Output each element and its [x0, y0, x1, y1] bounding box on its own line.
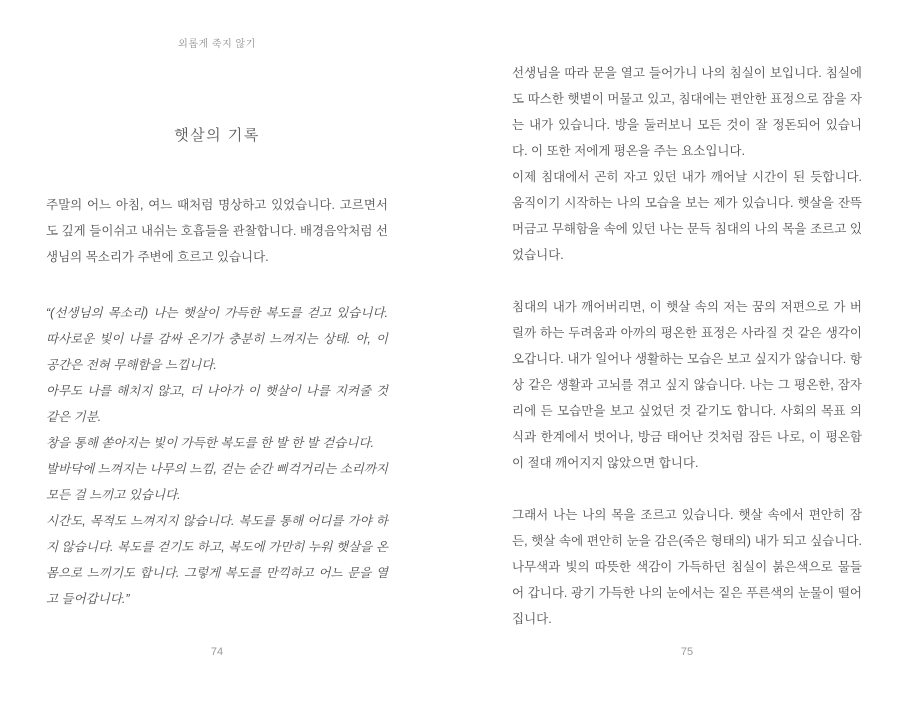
meditation-quote-block: [46, 300, 388, 612]
left-page: [46, 0, 388, 704]
body-paragraph: 그래서 나는 나의 목을 조르고 있습니다. 햇살 속에서 편안히 잠든, 햇살 속에 편안히 눈을 감은(죽은 형태의) 내가 되고 싶습니다. 나무색과 빛의 따뜻한 색감이 가득하던 침실이 붉은색으로 물들어 갑니다. 광기 가득한 나의 눈에서는 짙은 푸른색의 눈물이 떨어집니다.: [512, 508, 862, 626]
intro-paragraph: 주말의 어느 아침, 여느 때처럼 명상하고 있었습니다. 고르면서도 깊게 들이쉬고 내쉬는 호흡들을 관찰합니다. 배경음악처럼 선생님의 목소리가 주변에 흐르고 있습니다.: [46, 198, 388, 264]
body-paragraph: 침대의 내가 깨어버리면, 이 햇살 속의 저는 꿈의 저편으로 가 버릴까 하는 두려움과 아까의 평온한 표정은 사라질 것 같은 생각이 오갑니다. 내가 일어나 생활하는 모습은 보고 싶지가 않습니다. 항상 같은 생활과 고뇌를 겪고 싶지 않습니다. 나는 그 평온한, 잠자리에 든 모습만을 보고 싶었던 것 같기도 합니다. 사회의 목표 의식과 한계에서 벗어나, 방금 태어난 것처럼 잠든 나로, 이 평온함이 절대 깨어지지 않았으면 합니다.: [512, 300, 862, 470]
chapter-title: 햇살의 기록: [174, 127, 260, 144]
right-page: [512, 0, 862, 704]
body-paragraph: 선생님을 따라 문을 열고 들어가니 나의 침실이 보입니다. 침실에도 따스한 햇볕이 머물고 있고, 침대에는 편안한 표정으로 잠을 자는 내가 있습니다. 방을 둘러보니 모든 것이 잘 정돈되어 있습니다. 이 또한 저에게 평온을 주는 요소입니다.: [512, 66, 862, 158]
running-header: 외롭게 죽지 않기: [178, 39, 256, 50]
quote-paragraph: 시간도, 목적도 느껴지지 않습니다. 복도를 통해 어디를 가야 하지 않습니다. 복도를 걷기도 하고, 복도에 가만히 누워 햇살을 온몸으로 느끼기도 합니다. 그렇게 복도를 만끽하고 어느 문을 열고 들어갑니다.”: [46, 514, 388, 606]
quote-paragraph: 아무도 나를 해치지 않고, 더 나아가 이 햇살이 나를 지켜줄 것 같은 기분.: [46, 384, 388, 424]
quote-paragraph: “(선생님의 목소리) 나는 햇살이 가득한 복도를 걷고 있습니다. 따사로운 빛이 나를 감싸 온기가 충분히 느껴지는 상태. 아, 이 공간은 전혀 무해함을 느낍니다.: [46, 306, 388, 372]
intro-block: [46, 192, 388, 270]
quote-paragraph: 창을 통해 쏟아지는 빛이 가득한 복도를 한 발 한 발 걷습니다.: [46, 436, 375, 450]
page-number-left: 74: [210, 646, 224, 658]
body-paragraph: 이제 침대에서 곤히 자고 있던 내가 깨어날 시간이 된 듯합니다. 움직이기 시작하는 나의 모습을 보는 제가 있습니다. 햇살을 잔뜩 머금고 무해함을 속에 있던 나는 문득 침대의 나의 목을 조르고 있었습니다.: [512, 170, 862, 262]
right-page-content: [512, 60, 862, 632]
page-number-right: 75: [680, 646, 694, 658]
quote-paragraph: 발바닥에 느껴지는 나무의 느낌, 걷는 순간 삐걱거리는 소리까지 모든 걸 느끼고 있습니다.: [46, 462, 388, 502]
